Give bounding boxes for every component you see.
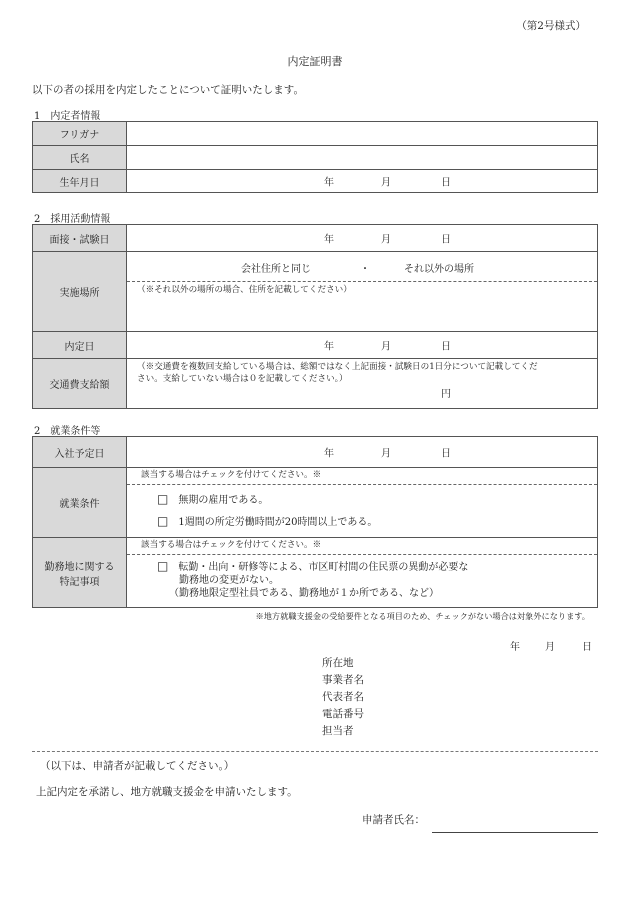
day-unit: 日: [441, 177, 451, 189]
venue-option-other[interactable]: それ以外の場所: [404, 264, 474, 275]
phone-label: 電話番号: [322, 708, 364, 720]
divider: [32, 751, 598, 752]
travel-cost-label: 交通費支給額: [33, 359, 127, 409]
applicant-note: （以下は、申請者が記載してください。）: [40, 760, 235, 772]
condition-2-text: 1週間の所定労働時間が20時間以上である。: [178, 517, 378, 528]
month-unit: 月: [381, 341, 391, 353]
workplace-check-note: 該当する場合はチェックを付けてください。※: [127, 538, 597, 555]
year-unit: 年: [324, 341, 334, 353]
birth-date-field[interactable]: [127, 170, 598, 193]
applicant-name-input[interactable]: [432, 832, 598, 833]
sig-day: 日: [582, 642, 592, 653]
workplace-item[interactable]: [127, 555, 597, 600]
conditions-check-note: 該当する場合はチェックを付けてください。※: [127, 468, 597, 485]
year-unit: 年: [324, 177, 334, 189]
venue-label: 実施場所: [33, 252, 127, 332]
conditions-field: [127, 468, 598, 538]
representative-label: 代表者名: [322, 691, 364, 703]
offer-date-label: 内定日: [33, 332, 127, 359]
venue-option-same[interactable]: 会社住所と同じ: [241, 264, 311, 275]
year-unit: 年: [324, 448, 334, 460]
month-unit: 月: [381, 448, 391, 460]
year-unit: 年: [324, 234, 334, 246]
document-title: 内定証明書: [287, 55, 343, 68]
workplace-line2: 勤務地の変更がない。: [179, 575, 279, 586]
day-unit: 日: [441, 234, 451, 246]
venue-separator: ・: [360, 264, 370, 275]
sig-month: 月: [545, 642, 555, 653]
person-label: 担当者: [322, 725, 354, 737]
venue-note: （※それ以外の場所の場合、住所を記載してください）: [137, 285, 352, 295]
day-unit: 日: [441, 448, 451, 460]
footnote: ※地方就職支援金の受給要件となる項目のため、チェックがない場合は対象外になります。: [255, 611, 590, 621]
workplace-line3: （勤務地限定型社員である、勤務地が１か所である、など）: [169, 588, 439, 599]
offer-date-field[interactable]: [127, 332, 598, 359]
section1-heading: 1 内定者情報: [34, 111, 101, 122]
company-label: 事業者名: [322, 674, 364, 686]
conditions-label: 就業条件: [33, 468, 127, 538]
workplace-label: [33, 538, 127, 608]
furigana-label: フリガナ: [33, 122, 127, 146]
section3-heading: 2 就業条件等: [34, 426, 101, 437]
intro-text: 以下の者の採用を内定したことについて証明いたします。: [32, 84, 304, 96]
workplace-field: [127, 538, 598, 608]
furigana-field[interactable]: [127, 122, 598, 146]
birth-label: 生年月日: [33, 170, 127, 193]
checkbox-icon[interactable]: □: [157, 514, 169, 528]
interview-date-field[interactable]: [127, 225, 598, 252]
sig-year: 年: [510, 642, 520, 653]
recruitment-info-table: [32, 224, 598, 409]
travel-note-line2: さい。支給していない場合は０を記載してください。）: [137, 374, 348, 384]
name-field[interactable]: [127, 146, 598, 170]
month-unit: 月: [381, 234, 391, 246]
condition-item-2[interactable]: [127, 513, 597, 528]
address-label: 所在地: [322, 657, 354, 669]
name-label: 氏名: [33, 146, 127, 170]
join-date-field[interactable]: [127, 437, 598, 468]
section2-heading: 2 採用活動情報: [34, 214, 111, 225]
yen-unit: 円: [441, 389, 451, 400]
travel-cost-field[interactable]: [127, 359, 598, 409]
month-unit: 月: [381, 177, 391, 189]
join-date-label: 入社予定日: [33, 437, 127, 468]
checkbox-icon[interactable]: □: [157, 559, 169, 573]
workplace-line1: 転勤・出向・研修等による、市区町村間の住民票の異動が必要な: [178, 562, 469, 573]
venue-field[interactable]: [127, 252, 598, 332]
applicant-name-label: 申請者氏名：: [362, 814, 425, 826]
interview-date-label: 面接・試験日: [33, 225, 127, 252]
workplace-label-line2: 特記事項: [59, 576, 100, 588]
workplace-label-line1: 勤務地に関する: [44, 561, 115, 573]
travel-note-line1: （※交通費を複数回支給している場合は、総額ではなく上記面接・試験日の1日分について記載してくだ: [137, 362, 538, 372]
condition-1-text: 無期の雇用である。: [178, 495, 269, 506]
applicant-info-table: [32, 121, 598, 193]
employment-conditions-table: [32, 436, 598, 608]
day-unit: 日: [441, 341, 451, 353]
applicant-statement: 上記内定を承諾し、地方就職支援金を申請いたします。: [36, 786, 298, 798]
form-number: （第2号様式）: [516, 20, 586, 32]
condition-item-1[interactable]: [127, 485, 597, 513]
checkbox-icon[interactable]: □: [157, 492, 169, 506]
